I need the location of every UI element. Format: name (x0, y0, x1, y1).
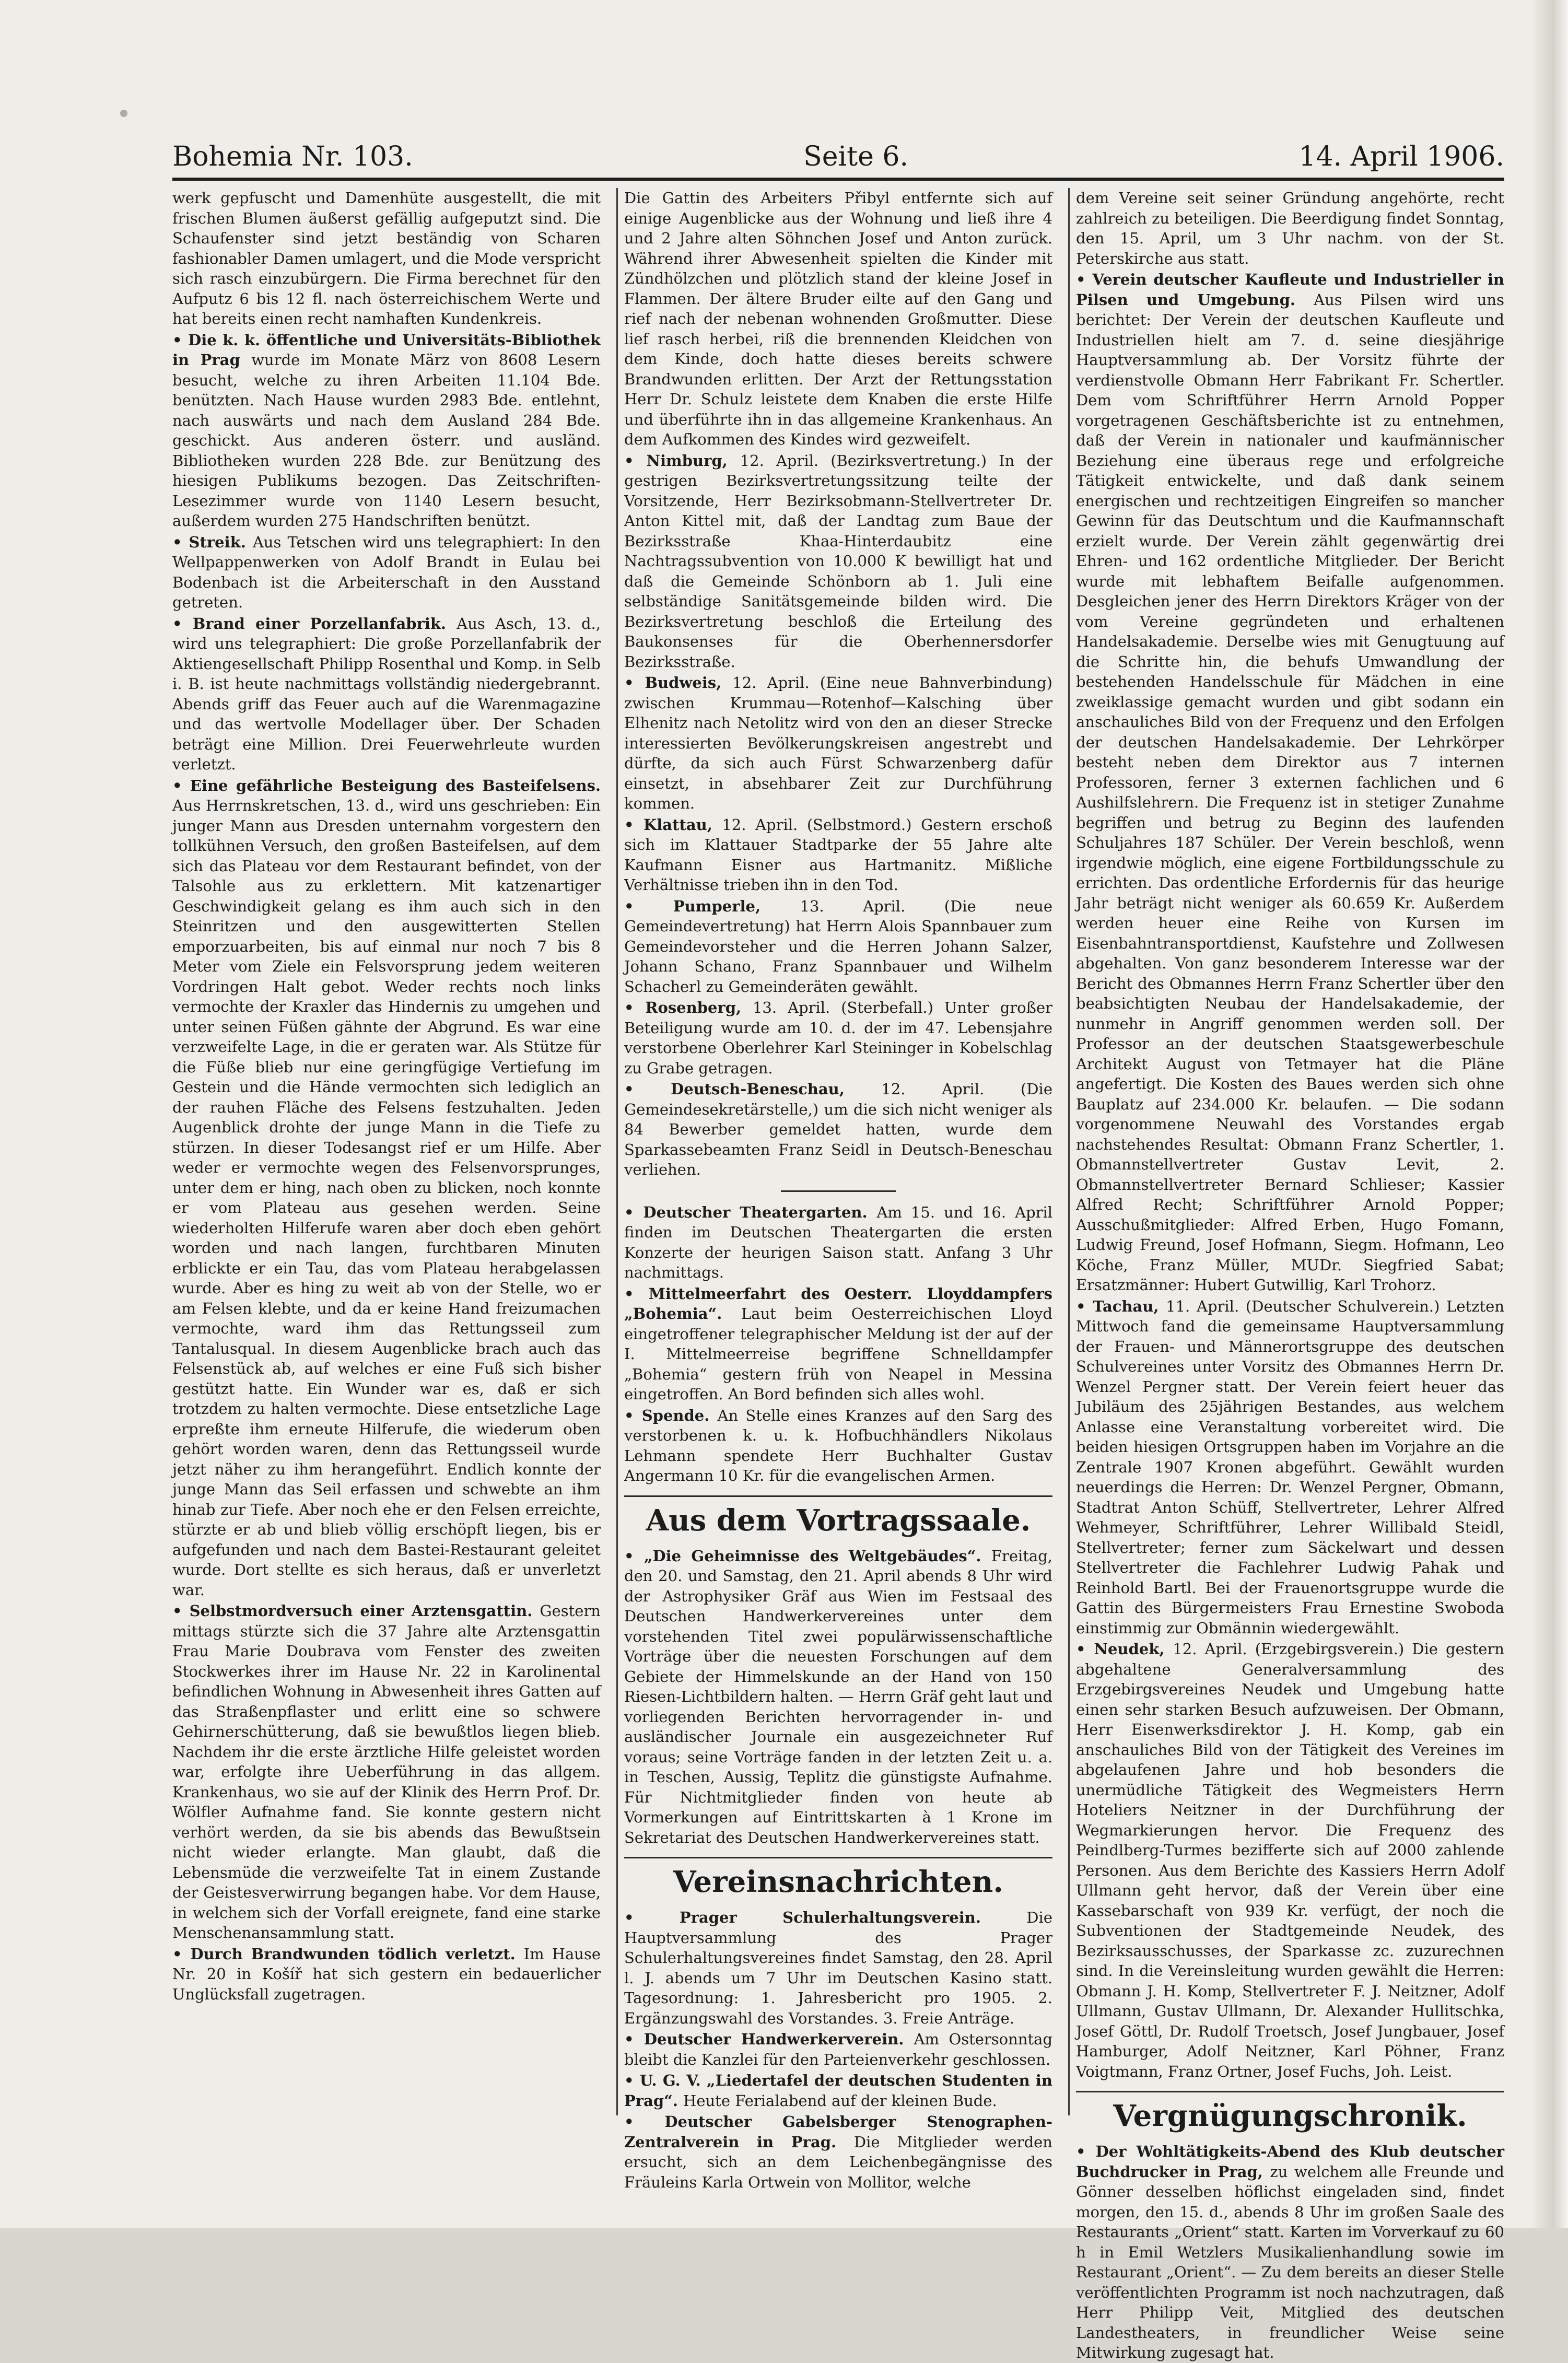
news-item (172, 614, 601, 775)
news-text: 13. April. (Die neue Gemeindevertretung) hat Herrn Alois Spannbauer zum Gemeindevorsteher und die Herren Johann Salzer, Johann Schano, Franz Spannbauer und Wilhelm Schacherl zu Gemeinderäten gewählt. (624, 897, 1053, 996)
news-text: Die Mitglieder werden ersucht, sich an dem Leichenbegängnisse des Fräuleins Karla Ortwein von Mollitor, welche (624, 2133, 1052, 2191)
paper-spot (120, 110, 127, 117)
news-text: Die Hauptversammlung des Prager Schulerhaltungsvereines findet Samstag, den 28. April l. J. abends um 7 Uhr im Deutschen Kasino statt. Tagesordnung: 1. Jahresbericht pro 1905. 2. Ergänzungswahl des Vorstandes. 3. Freie Anträge. (624, 1909, 1052, 2027)
news-paragraph (624, 1079, 1052, 1180)
news-paragraph (624, 2070, 1052, 2111)
news-item (1076, 1296, 1504, 1639)
news-item (624, 2070, 1052, 2111)
news-paragraph (624, 815, 1052, 895)
news-item (624, 1202, 1052, 1283)
news-paragraph (624, 1908, 1052, 2028)
page-body (172, 21, 1504, 2361)
news-item (624, 2112, 1052, 2192)
news-paragraph (172, 614, 601, 775)
section-heading: Vereinsnachrichten. (624, 1857, 1052, 1900)
news-headline: • Rosenberg, (624, 999, 753, 1016)
column-1 (172, 188, 601, 2115)
news-text: Freitag, den 20. und Samstag, den 21. April abends 8 Uhr wird der Astrophysiker Gräf aus Wien im Festsaal des Deutschen Handwerkervereines unter dem vorstehenden Titel zwei populärwissenschaftliche Vorträge über die neuesten Forschungen auf dem Gebiete der Himmelskunde an der Hand von 150 Riesen-Lichtbildern halten. — Herrn Gräf geht laut und vorliegenden Berichten hervorragender in- und ausländischer Journale ein ausgezeichneter Ruf voraus; seine Vorträge fanden in der letzten Zeit u. a. in Teschen, Aussig, Teplitz die günstigste Aufnahme. Für Nichtmitglieder finden von heute ab Vormerkungen auf Eintrittskarten à 1 Krone im Sekretariat des Deutschen Handwerkervereines statt. (624, 1547, 1052, 1846)
news-text: dem Vereine seit seiner Gründung angehörte, recht zahlreich zu beteiligen. Die Beerdigung findet Sonntag, den 15. April, um 3 Uhr nachm. von der St. Peterskirche aus statt. (1076, 189, 1504, 267)
news-paragraph (172, 1944, 601, 2005)
news-paragraph (172, 330, 601, 531)
header-rule (172, 178, 1504, 181)
news-text: 12. April. (Eine neue Bahnverbindung) zwischen Krummau—Rotenhof—Kalsching über Elhenitz nach Netolitz wird von den an dieser Strecke interessierten Bevölkerungskreisen angestrebt und dürfte, da sich auch Fürst Schwarzenberg dafür einsetzt, in absehbarer Zeit zur Durchführung kommen. (624, 674, 1052, 812)
news-paragraph (624, 188, 1052, 450)
news-item (624, 815, 1052, 895)
news-item (624, 188, 1052, 450)
news-paragraph (624, 1546, 1052, 1848)
news-paragraph (624, 2112, 1052, 2192)
news-paragraph (172, 776, 601, 1600)
news-headline: • Die k. k. öffentliche und Universitäts-Bibliothek in Prag (172, 331, 601, 369)
news-item (1076, 1639, 1504, 2081)
news-text: 11. April. (Deutscher Schulverein.) Letzten Mittwoch fand die gemeinsame Hauptversammlung der Frauen- und Männerortsgruppe des deutschen Schulvereines unter Vorsitz des Obmannes Herrn Dr. Wenzel Pergner statt. Der Verein feiert heuer das Jubiläum des 25jährigen Bestandes, aus welchem Anlasse eine Veranstaltung vorbereitet wird. Die beiden hiesigen Ortsgruppen haben im Vorjahre an die Zentrale 1907 Kronen abgeführt. Gewählt wurden neuerdings die Herren: Dr. Wenzel Pergner, Obmann, Stadtrat Anton Schüff, Stellvertreter, Lehrer Alfred Wehmeyer, Schriftführer, Lehrer Willibald Steidl, Stellvertreter; ferner zum Säckelwart und dessen Stellvertreter die Fachlehrer Ludwig Pahak und Reinhold Bartl. Bei der Frauenortsgruppe wurde die Gattin des Bürgermeisters Frau Ernestine Swoboda einstimmig zur Obmännin wiedergewählt. (1076, 1297, 1504, 1637)
news-item (172, 188, 601, 329)
news-headline: • Nimburg, (624, 451, 740, 470)
column-divider (1068, 188, 1070, 2115)
news-headline: • Verein deutscher Kaufleute und Industrieller in Pilsen und Umgebung. (1076, 271, 1504, 309)
binding-shadow (1531, 0, 1568, 2228)
news-item (1076, 2142, 1504, 2363)
news-item (1076, 270, 1504, 1295)
news-paragraph (1076, 188, 1504, 268)
news-paragraph (624, 2029, 1052, 2069)
news-text: Am 15. und 16. April finden im Deutschen Theatergarten die ersten Konzerte der heurigen Saison statt. Anfang 3 Uhr nachmittags. (624, 1203, 1052, 1281)
news-headline: • Deutscher Handwerkerverein. (624, 2030, 914, 2048)
news-item (172, 1601, 601, 1943)
news-text: Laut beim Oesterreichischen Lloyd eingetroffener telegraphischer Meldung ist der auf der I. Mittelmeerreise begriffene Schnelldampfer „Bohemia“ gestern früh von Neapel in Messina eingetroffen. An Bord befinden sich alles wohl. (624, 1305, 1053, 1403)
news-headline: • Spende. (624, 1406, 718, 1424)
news-item (624, 451, 1052, 672)
column-divider (616, 188, 618, 2115)
news-headline: • Tachau, (1076, 1297, 1166, 1315)
news-paragraph (172, 532, 601, 613)
news-text: Aus Tetschen wird uns telegraphiert: In den Wellpappenwerken von Adolf Brandt in Eulau bei Bodenbach ist die Arbeiterschaft in den Ausstand getreten. (172, 533, 601, 611)
news-headline: • Mittelmeerfahrt des Oesterr. Lloyddampfers „Bohemia“. (624, 1284, 1052, 1323)
news-headline: • Eine gefährliche Besteigung des Basteifelsens. (172, 776, 601, 794)
column-2 (624, 188, 1053, 2191)
news-item (1076, 188, 1504, 268)
news-text: wurde im Monate März von 8608 Lesern besucht, welche zu ihren Arbeiten 11.104 Bde. benützten. Nach Hause wurden 2983 Bde. entlehnt, nach auswärts und nach dem Ausland 284 Bde. geschickt. Aus anderen österr. und ausländ. Bibliotheken wurden 228 Bde. zur Benützung des hiesigen Publikums bezogen. Das Zeitschriften-Lesezimmer wurde von 1140 Lesern besucht, außerdem wurden 275 Handschriften benützt. (172, 351, 601, 530)
news-paragraph (624, 998, 1052, 1078)
news-text: 12. April. (Selbstmord.) Gestern erschoß sich im Klattauer Stadtparke der 55 Jahre alte Kaufmann Eisner aus Hartmanitz. Mißliche Verhältnisse trieben ihn in den Tod. (624, 815, 1052, 894)
news-paragraph (1076, 270, 1504, 1295)
news-text: Die Gattin des Arbeiters Přibyl entfernte sich auf einige Augenblicke aus der Wohnung und ließ ihre 4 und 2 Jahre alten Söhnchen Josef und Anton zurück. Während ihrer Abwesenheit spielten die Kinder mit Zündhölzchen und plötzlich stand der kleine Josef in Flammen. Der ältere Bruder eilte auf den Gang und rief nach der nebenan wohnenden Großmutter. Diese lief rasch herbei, riß die brennenden Kleidchen von dem Kinde, doch hatte dieses bereits schwere Brandwunden erlitten. Der Arzt der Rettungsstation Herr Dr. Schulz leistete dem Knaben die erste Hilfe und überführte ihn in das allgemeine Krankenhaus. An dem Aufkommen des Kindes wird gezweifelt. (624, 189, 1052, 448)
column-3 (1076, 188, 1504, 2361)
news-paragraph (1076, 2142, 1504, 2363)
news-headline: • Neudek, (1076, 1640, 1173, 1658)
news-text: Aus Herrnskretschen, 13. d., wird uns geschrieben: Ein junger Mann aus Dresden unternahm vorgestern den tollkühnen Versuch, den großen Basteifelsen, auf dem sich das Plateau vor dem Restaurant befindet, von der Talsohle aus zu erklettern. Mit katzenartiger Geschwindigkeit gelang es ihm auch sich in den Steinritzen und den ausgewitterten Stellen emporzuarbeiten, bis auf einmal nur noch 7 bis 8 Meter vom Ziele ein Felsvorsprung jedem weiteren Vordringen Halt gebot. Weder rechts noch links vermochte der Kraxler das Hindernis zu umgehen und unter seinen Füßen gähnte der Abgrund. Es war eine verzweifelte Lage, in die er geraten war. Als Stütze für die Füße blieb nur eine geringfügige Vertiefung im Gestein und die Hände vermochten sich lediglich an der rauhen Fläche des Felsens festzuhalten. Jeden Augenblick drohte der junge Mann in die Tiefe zu stürzen. In dieser Todesangst rief er um Hilfe. Aber weder er vermochte wegen des Felsenvorsprunges, unter dem er hing, nach oben zu blicken, noch konnte er vom Plateau aus gesehen werden. Seine wiederholten Hilferufe waren aber doch eben gehört worden und nach langen, furchtbaren Minuten erblickte er ein Tau, das vom Plateau herabgelassen wurde. Aber es hing zu weit ab von der Stelle, wo er am Felsen klebte, und da er keine Hand freizumachen vermochte, ward ihm das Rettungsseil zum Tantalusqual. In diesem Augenblicke brach auch das Felsenstück ab, auf welches er eine Fuß sich bisher gestützt hatte. Ein Wunder war es, daß er sich trotzdem zu halten vermochte. Diese entsetzliche Lage erpreßte ihm erneute Hilferufe, die wiederum oben gehört worden waren, denn das Rettungsseil wurde jetzt näher zu ihm herangeführt. Endlich konnte der junge Mann das Seil erfassen und schwebte an ihm hinab zur Tiefe. Aber noch ehe er den Felsen erreichte, stürzte er ab und blieb völlig erschöpft liegen, bis er aufgefunden und nach dem Bastei-Restaurant geleitet wurde. Dort stellte es sich heraus, daß er unverletzt war. (172, 797, 601, 1599)
news-paragraph (172, 1601, 601, 1943)
news-text: An Stelle eines Kranzes auf den Sarg des verstorbenen k. u. k. Hofbuchhändlers Nikolaus Lehmann spendete Herr Buchhalter Gustav Angermann 10 Kr. für die evangelischen Armen. (624, 1406, 1052, 1484)
news-paragraph (624, 896, 1052, 997)
news-item (624, 998, 1052, 1078)
news-text: Gestern mittags stürzte sich die 37 Jahre alte Arztensgattin Frau Marie Doubrava vom Fenster des zweiten Stockwerkes ihrer im Hause Nr. 22 in Karolinental befindlichen Wohnung in Abwesenheit ihres Gatten auf das Straßenpflaster und erlitt eine so schwere Gehirnerschütterung, daß sie bewußtlos liegen blieb. Nachdem ihr die erste ärztliche Hilfe geleistet worden war, erfolgte ihre Ueberführung in das allgem. Krankenhaus, wo sie auf der Klinik des Herrn Prof. Dr. Wölfler Aufnahme fand. Sie konnte gestern nicht verhört werden, da sie bis abends das Bewußtsein nicht wieder erlangte. Man glaubt, daß die Lebensmüde die verzweifelte Tat in einem Zustande der Geistesverwirrung begangen habe. Vor dem Hause, in welchem sich der Vorfall ereignete, fand eine starke Menschenansammlung statt. (172, 1602, 601, 1941)
page-number: Seite 6. (803, 141, 908, 172)
news-text: Am Ostersonntag bleibt die Kanzlei für den Parteienverkehr geschlossen. (624, 2030, 1053, 2068)
news-headline: • Klattau, (624, 815, 722, 834)
news-paragraph (624, 1284, 1052, 1405)
paper-issue: Bohemia Nr. 103. (172, 141, 413, 172)
news-paragraph (624, 1202, 1052, 1283)
news-item (624, 1079, 1052, 1180)
news-text: zu welchem alle Freunde und Gönner desselben höflichst eingeladen sind, findet morgen, den 15. d., abends 8 Uhr im großen Saale des Restaurants „Orient“ statt. Karten im Vorverkauf zu 60 h in Emil Wetzlers Musikalienhandlung sowie im Restaurant „Orient“. — Zu dem bereits an dieser Stelle veröffentlichten Programm ist noch nachzutragen, daß Herr Philipp Veit, Mitglied des deutschen Landestheaters, in freundlicher Weise seine Mitwirkung zugesagt hat. (1076, 2162, 1504, 2361)
news-item (624, 896, 1052, 997)
news-text: werk gepfuscht und Damenhüte ausgestellt, die mit frischen Blumen äußerst gefällig aufgeputzt sind. Die Schaufenster sind jetzt beständig von Scharen fashionabler Damen umlagert, und die Mode verspricht sich rasch einzubürgern. Die Firma berechnet für den Aufputz 6 bis 12 fl. nach österreichischem Werte und hat bereits einen recht namhaften Kundenkreis. (172, 189, 601, 327)
news-text: 13. April. (Sterbefall.) Unter großer Beteiligung wurde am 10. d. der im 47. Lebensjahre verstorbene Oberlehrer Karl Steininger in Kobelschlag zu Grabe getragen. (624, 999, 1052, 1077)
news-item (624, 673, 1052, 814)
news-text: Heute Ferialabend auf der kleinen Bude. (683, 2091, 997, 2110)
news-item (172, 330, 601, 531)
news-headline: • U. G. V. „Liedertafel der deutschen Studenten in Prag“. (624, 2072, 1052, 2110)
news-item (624, 1284, 1052, 1405)
news-item (172, 1944, 601, 2005)
news-headline: • Der Wohltätigkeits-Abend des Klub deutscher Buchdrucker in Prag, (1076, 2143, 1504, 2181)
news-text: 12. April. (Bezirksvertretung.) In der gestrigen Bezirksvertretungssitzung teilte der Vorsitzende, Herr Bezirksobmann-Stellvertreter Dr. Anton Kittel mit, daß der Landtag zum Baue der Bezirksstraße Khaa-Hinterdaubitz eine Nachtragssubvention von 10.000 K bewilligt hat und daß die Gemeinde Schönborn ab 1. Juli eine selbständige Sanitätsgemeinde bilden wird. Die Bezirksvertretung beschloß die Erteilung des Baukonsenses für die Oberhennersdorfer Bezirksstraße. (624, 451, 1052, 671)
news-headline: • Prager Schulerhaltungsverein. (624, 1909, 1027, 1926)
news-item (624, 1546, 1052, 1848)
news-text: 12. April. (Die Gemeindesekretärstelle,) um die sich nicht weniger als 84 Bewerber gemeldet hatten, wurde dem Sparkassebeamten Franz Seidl in Deutsch-Beneschau verliehen. (624, 1080, 1052, 1178)
news-text: Im Hause Nr. 20 in Košíř hat sich gestern ein bedauerlicher Unglücksfall zugetragen. (172, 1945, 601, 2003)
news-item (624, 1406, 1052, 1486)
news-item (624, 1908, 1052, 2028)
news-item (172, 532, 601, 613)
news-item (624, 2029, 1052, 2069)
issue-date: 14. April 1906. (1298, 141, 1504, 172)
news-headline: • Streik. (172, 533, 253, 551)
news-paragraph (172, 188, 601, 329)
news-text: Aus Asch, 13. d., wird uns telegraphiert: Die große Porzellanfabrik der Aktiengesellschaft Philipp Rosenthal und Komp. in Selb i. B. ist heute nachmittags vollständig niedergebrannt. Abends griff das Feuer auch auf die Warenmagazine und das wertvolle Modellager über. Der Schaden beträgt eine Million. Drei Feuerwehrleute wurden verletzt. (172, 614, 601, 773)
news-paragraph (1076, 1639, 1504, 2081)
separator-rule (781, 1190, 896, 1192)
section-heading: Aus dem Vortragssaale. (624, 1495, 1052, 1539)
news-headline: • Budweis, (624, 674, 733, 692)
news-headline: • Pumperle, (624, 897, 800, 915)
news-paragraph (1076, 1296, 1504, 1639)
news-text: Aus Pilsen wird uns berichtet: Der Verein der deutschen Kaufleute und Industriellen hielt am 7. d. seine diesjährige Hauptversammlung ab. Der Vorsitz führte der verdienstvolle Obmann Herr Fabrikant Fr. Schertler. Dem vom Schriftführer Herrn Arnold Popper vorgetragenen Geschäftsberichte ist zu entnehmen, daß der Verein in nationaler und kaufmännischer Beziehung eine überaus rege und erfolgreiche Tätigkeit entwickelte, und daß dank seinem energischen und rechtzeitigen Eingreifen so mancher Gewinn für das Deutschtum und die Kaufmannschaft erzielt wurde. Der Verein zählt gegenwärtig drei Ehren- und 162 ordentliche Mitglieder. Der Bericht wurde mit lebhaftem Beifalle aufgenommen. Desgleichen jener des Herrn Direktors Kräger von der vom Vereine gegründeten und erhaltenen Handelsakademie. Derselbe wies mit Genugtuung auf die Schritte hin, die behufs Umwandlung der bestehenden Handelsschule für Mädchen in eine zweiklassige gemacht wurden und gibt sodann ein anschauliches Bild von der Frequenz und den Erfolgen der deutschen Handelsakademie. Der Lehrkörper besteht neben dem Direktor aus 7 internen Professoren, ferner 3 externen fachlichen und 6 Aushilfslehrern. Die Frequenz ist in stetiger Zunahme begriffen und betrug zu Beginn des laufenden Schuljahres 187 Schüler. Der Verein beschloß, wenn irgendwie möglich, eine eigene Fortbildungsschule zu errichten. Das ordentliche Erfordernis für das heurige Jahr beträgt nicht weniger als 60.659 Kr. Außerdem werden heuer eine Reihe von Kursen im Eisenbahntransportdienst, Kaufstehre und Zollwesen abgehalten. Von ganz besonderem Interesse war der Bericht des Obmannes Herrn Franz Schertler über den beabsichtigten Neubau der Handelsakademie, der nunmehr in Angriff genommen werden soll. Der Professor an der deutschen Staatsgewerbeschule Architekt August von Tetmayer hat die Pläne angefertigt. Die Kosten des Baues werden sich ohne Bauplatz auf 234.000 Kr. belaufen. — Die sodann vorgenommene Neuwahl des Vorstandes ergab nachstehendes Resultat: Obmann Franz Schertler, 1. Obmannstellvertreter Gustav Levit, 2. Obmannstellvertreter Bernard Schlieser; Kassier Alfred Recht; Schriftführer Arnold Popper; Ausschußmitglieder: Alfred Erben, Hugo Fomann, Ludwig Freund, Josef Hofmann, Siegm. Hofmann, Leo Köche, Franz Müller, MUDr. Siegfried Sabat; Ersatzmänner: Hubert Gutwillig, Karl Trohorz. (1076, 290, 1504, 1294)
news-headline: • Brand einer Porzellanfabrik. (172, 614, 457, 633)
news-text: 12. April. (Erzgebirgsverein.) Die gestern abgehaltene Generalversammlung des Erzgebirgsvereines Neudek und Umgebung hatte einen sehr starken Besuch aufzuweisen. Der Obmann, Herr Eisenwerksdirektor J. H. Komp, gab ein anschauliches Bild von der Tätigkeit des Vereines im abgelaufenen Jahre und hob besonders die unermüdliche Tätigkeit des Wegmeisters Herrn Hoteliers Neitzner in der Durchführung der Wegmarkierungen hervor. Die Frequenz des Peindlberg-Turmes bezifferte sich auf 2000 zahlende Personen. Aus dem Berichte des Kassiers Herrn Adolf Ullmann geht hervor, daß der Verein über eine Kassebarschaft von 939 Kr. verfügt, der noch die Subventionen der Stadtgemeinde Neudek, des Bezirksausschusses, der Sparkasse zc. zuzurechnen sind. In die Vereinsleitung wurden gewählt die Herren: Obmann J. H. Komp, Stellvertreter F. J. Neitzner, Adolf Ullmann, Gustav Ullmann, Dr. Alexander Hullitschka, Josef Göttl, Dr. Rudolf Troetsch, Josef Jungbauer, Josef Hamburger, Adolf Neitzner, Karl Pöhner, Franz Voigtmann, Franz Ortner, Josef Fuchs, Joh. Leist. (1076, 1640, 1504, 2080)
news-headline: • Deutscher Theatergarten. (624, 1203, 877, 1221)
news-paragraph (624, 451, 1052, 672)
news-paragraph (624, 673, 1052, 814)
news-headline: • Deutscher Gabelsberger Stenographen-Zentralverein in Prag. (624, 2113, 1052, 2151)
news-paragraph (624, 1406, 1052, 1486)
section-heading: Vergnügungschronik. (1076, 2091, 1504, 2134)
running-head (172, 125, 1504, 172)
news-headline: • „Die Geheimnisse des Weltgebäudes“. (624, 1547, 991, 1565)
news-headline: • Selbstmordversuch einer Arztensgattin. (172, 1602, 540, 1620)
news-headline: • Durch Brandwunden tödlich verletzt. (172, 1945, 524, 1963)
news-item (172, 776, 601, 1600)
news-headline: • Deutsch-Beneschau, (624, 1080, 882, 1098)
